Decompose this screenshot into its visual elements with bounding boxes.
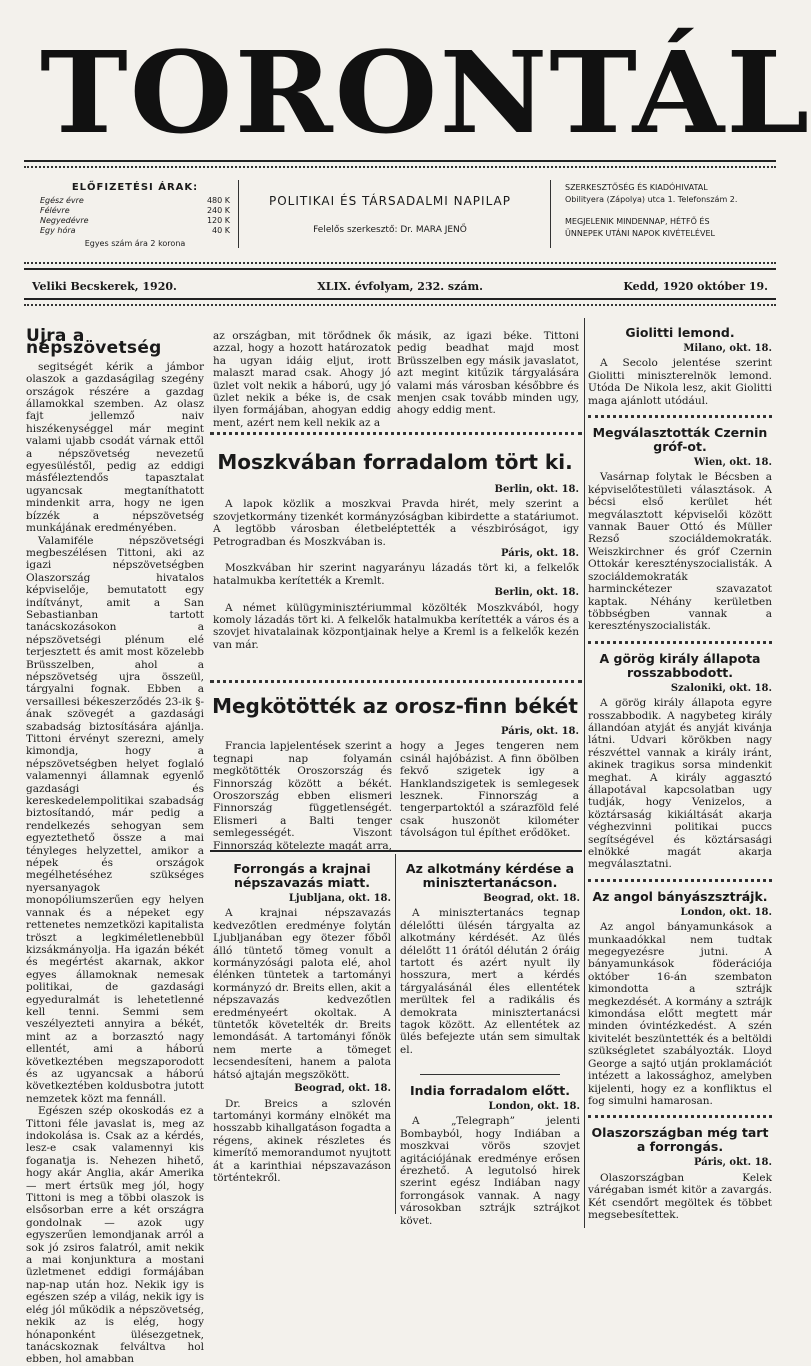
- article-paragraph: Dr. Breics a szlovén tartományi kormány elnökét ma hosszabb kihallgatáson fogadta a régens, akinek részletes és kimerítő memorandumot nyujtott át a karinthiai népszavazáson történtekről.: [213, 1097, 391, 1184]
- prices-title: ELŐFIZETÉSI ÁRAK:: [71, 182, 199, 193]
- dateline: [32, 280, 768, 293]
- editor-line: Felelős szerkesztő: Dr. MARA JENŐ: [313, 225, 467, 235]
- constitution-article: [400, 858, 580, 1068]
- header-divider: [550, 180, 551, 248]
- subscription-prices: [40, 182, 230, 249]
- article-paragraph: A „Telegraph” jelenti Bombayból, hogy Indiában a moszkvai vörös szovjet agitációjának eredménye erősen érezhető. A legutolsó hirek szerint egész Indiában nagy forrongások vannak. A nagy városokban sztrájk sztrájkot követ.: [400, 1115, 580, 1227]
- section-separator: [588, 1115, 772, 1118]
- dateline-place: Wien, okt. 18.: [693, 457, 772, 469]
- article-paragraph: A lapok közlik a moszkvai Pravda hirét, mely szerint a szovjetkormány tizenkét kormányzóságban kibirdette a statáriumot. A legtöbb városban életbeléptették a vészbiróságot, igy Petrogradban és Moszkvában is.: [213, 498, 579, 548]
- article-paragraph: A minisztertanács tegnap délelőtti ülésén tárgyalta az alkotmány kérdését. Az ülés délelőtt 11 órától délután 2 óráig tartott és azért nyult ily hosszura, mert a kérdés tárgyalásánál éles ellentétek merültek fel a radikális és demokrata minisztertanácsi tagok között. Az ellentétek az ülés befejezte után sem simultak el.: [400, 907, 580, 1056]
- article-paragraph: Moszkvában hir szerint nagyarányu lázadás tört ki, a felkelők hatalmukba kerítették a Kremlt.: [213, 562, 579, 587]
- dateline-rule: [24, 298, 776, 300]
- dateline-place: Beograd, okt. 18.: [294, 1083, 391, 1095]
- address-line: Obilityera (Zápolya) utca 1. Telefonszám 2.: [565, 195, 738, 204]
- moscow-headline: Moszkvában forradalom tört ki.: [217, 450, 573, 474]
- article-paragraph: az országban, mit törődnek ők azzal, hogy a hozott határozatok ha ugyan idáig eljut, irott malaszt marad csak. Ahogy jó üzlet volt nekik a háború, ugy jó üzlet nekik a béke is, de csak ilyen formájában, ahogyan eddig ment, azért nem kell nekik az a: [213, 330, 391, 429]
- dateline-issue: XLIX. évfolyam, 232. szám.: [317, 280, 483, 293]
- dateline-rule: [24, 304, 776, 306]
- peace-headline: Megkötötték az orosz-finn békét: [212, 694, 578, 718]
- price-row: Egész évre 480 K: [40, 196, 230, 205]
- dateline-place: Ljubljana, okt. 18.: [288, 893, 391, 904]
- article-headline: Olaszországban még tart a forrongás.: [591, 1125, 769, 1155]
- office-line: SZERKESZTŐSÉG ÉS KIADÓHIVATAL: [565, 183, 708, 192]
- paper-subtitle: POLITIKAI ÉS TÁRSADALMI NAPILAP: [268, 194, 511, 208]
- article-paragraph: A görög király állapota egyre rosszabbodik. A nagybeteg király állandóan atyját és anyját kivánja látni. Udvari körökben nagy részvéttel vannak a király iránt, akinek tragikus sorsa mindenkit meghat. A király aggasztó állapotával kapcsolatban ugy tudják, hogy Venizelos, a köztársaság kikiáltását akarja véghezvinni politikai puccs segítségével és köztársasági elnökké magát akarja megválasztatni.: [588, 697, 772, 871]
- dateline-rule: [24, 262, 776, 264]
- dateline-place: London, okt. 18.: [680, 906, 772, 918]
- article-paragraph: Egészen szép okoskodás ez a Tittoni féle javaslat is, meg az indokolása is. Csak az a kérdés, lesz-e csak valamennyi kis foganatja is. Nehezen hihető, hogy akár Anglia, akár Amerika — mert értsük meg jól, hogy Tittoni is meg a többi olaszok is elsősorban erre a két országra gondolnak — azok ugy egyszerűen lemondjanak arról a sok jó zsiros falatról, amit nekik a mai konjunktura a mostani üzletmenet eddigi formájában nap-nap után hoz. Nekik igy is egészen szép a világ, nekik igy is elég jól működik a népszövetség, nekik az is elég, hogy hónaponként ülésezgetnek, tanácskoznak felváltva hol ebben, hol amabban: [26, 1105, 204, 1366]
- header-center: [240, 182, 540, 236]
- article-paragraph: A német külügyminisztériummal közölték Moszkvából, hogy komoly lázadás tört ki. A felkelők hatalmukba kerítették a város és a szovjet hivatalainak központjainak helye a Kreml is a felkelők kezén van már.: [213, 601, 579, 651]
- dateline-date: Kedd, 1920 október 19.: [623, 280, 768, 293]
- right-column: [588, 322, 772, 1227]
- dateline-place: Páris, okt. 18.: [501, 548, 579, 560]
- schedule-line: ÜNNEPEK UTÁNI NAPOK KIVÉTELÉVEL: [565, 229, 715, 238]
- schedule-line: MEGJELENIK MINDENNAP, HÉTFŐ ÉS: [565, 217, 710, 226]
- article-paragraph: Vasárnap folytak le Bécsben a képviselőtestületi választások. A bécsi első kerület hét megválasztott képviselői között vannak Bauer Ottó és Müller Rezső szociáldemokraták. Weiszkirchner és gróf Czernin Ottokár keresztényszocialisták. A szociáldemokraták harminckétezer szavazatot kaptak. Néhány kerületben többségben vannak a keresztényszocialisták.: [588, 471, 772, 633]
- article-headline: Az alkotmány kérdése a minisztertanácson.: [405, 861, 575, 890]
- section-separator: [588, 641, 772, 644]
- section-separator: [588, 879, 772, 882]
- dateline-place: London, okt. 18.: [488, 1101, 580, 1112]
- section-separator: [210, 432, 582, 435]
- section-separator: [210, 680, 582, 683]
- price-row: Egy hóra 40 K: [40, 226, 230, 235]
- lead-article: [26, 326, 204, 1366]
- dateline-place: Berlin, okt. 18.: [494, 484, 579, 495]
- section-separator: [588, 415, 772, 418]
- article-headline: A görög király állapota rosszabbodott.: [599, 650, 761, 680]
- article-headline: Megválasztották Czernin gróf-ot.: [592, 425, 768, 455]
- dateline-rule: [24, 268, 776, 270]
- article-headline: Ujra a népszövetség: [26, 326, 162, 359]
- article-paragraph: másik, az igazi béke. Tittoni pedig beadhat majd most Brüsszelben egy másik javaslatot, azt megint kitűzik tárgyalására valami más városban későbbre és menjen csak tovább minden ugy, ahogy eddig ment.: [397, 330, 579, 417]
- dateline-place: Veliki Becskerek, 1920.: [32, 280, 177, 293]
- peace-article: [213, 726, 579, 852]
- lead-article-continuation: [213, 330, 391, 429]
- dateline-place: Páris, okt. 18.: [694, 1157, 772, 1169]
- lead-article-continuation: [397, 330, 579, 422]
- masthead-title: TORONTÁL: [40, 26, 811, 159]
- price-row: Félévre 240 K: [40, 206, 230, 215]
- article-headline: Az angol bányászsztrájk.: [592, 888, 768, 904]
- article-headline: Forrongás a krajnai népszavazás miatt.: [233, 861, 371, 890]
- article-paragraph: Az angol bányamunkások a munkaadókkal nem tudtak megegyezésre jutni. A bányamunkások föderációja október 16-án szembaton kimondotta a sztrájk megkezdését. A kormány a sztrájk kimondása előtt megtett már minden óvintézkedést. A szén kivitelét beszüntették és a beltöldi szükségletet szabályozták. Lloyd George a sajtó utján proklamációt intézett a lakossághoz, amelyben kijelenti, hogy ez a konfliktus el fog simulni hamarosan.: [588, 921, 772, 1107]
- column-divider: [395, 854, 396, 1214]
- top-rule: [24, 160, 776, 162]
- single-issue-price: Egyes szám ára 2 korona: [84, 239, 186, 248]
- article-body-two-col: [213, 740, 579, 852]
- article-paragraph: Olaszországban Kelek várégaban ismét kitör a zavargás. Két csendőrt megöltek és többet megsebesítettek.: [588, 1171, 772, 1221]
- article-paragraph: segitségét kérik a jámbor olaszok a gazdaságilag szegény országok részére a gazdag államokkal szemben. Az olasz fajt jellemző naiv hiszékenységgel már megint valami ujabb csodát várnak ettől a népszövetség nevezetű egyesüléstől, pedig az eddigi másféleztendős tapasztalat ugyancsak megtaníthatott mindenkit arra, hogy ne igen bízzék a népszövetség munkájának eredményében.: [26, 360, 204, 535]
- article-paragraph: Francia lapjelentések szerint a tegnapi nap folyamán megkötötték Oroszország és Finnország között a békét. Oroszország ebben elismeri Finnország függetlenségét. Elismeri a Balti tenger semlegességét. Viszont Finnország kötelezte magát arra, hogy a Jeges tengeren nem csinál hajóbázist. A finn öbölben fekvő szigetek igy a Hanklandszigetek is semlegesek lesznek. Finnország a tengerpartoktól a szárazföld felé csak huszonöt kilométer távolságon tul építhet erődöket.: [213, 740, 579, 852]
- india-article: [400, 1080, 580, 1230]
- article-paragraph: A krajnai népszavazás kedvezőtlen eredménye folytán Ljubljanában egy ötezer főből álló tüntető tömeg vonult a kormányzósági palota elé, ahol élénken tüntetek a tartományi kormányzó dr. Breits ellen, akit a népszavazás kedvezőtlen eredményeért okoltak. A tüntetők követelték dr. Breits lemondását. A tartományi főnök nem merte a tömeget lecsendesíteni, hanem a palota hátsó ajtaján megszökött.: [213, 907, 391, 1081]
- article-paragraph: Valamiféle népszövetségi megbeszélésen Tittoni, aki az igazi népszövetségben Olaszország hivatalos képviselője, bemutatott egy indítványt, amit a San Sebastianban tartott tanácskozásokon a népszövetségi plénum elé terjesztett és amit most közelebb Brüsszelben, ahol a népszövetség ujra összeül, tárgyalni fognak. Ebben a versaillesi békeszerződés 23-ik §-ának szövegét a gazdasági szabadság biztosítására ajánlja. Tittoni érvényt szerezni, amely kimondja, hogy a népszövetségben helyet foglaló valamennyi államnak egyenlő gazdasági és kereskedelempolitikai szabadság biztosítandó, már pedig a rendelkezés sehogyan sem egyeztethető össze a mai tényleges helyzettel, amikor a népek és országok megélhetéséhez szükséges nyersanyagok monopóliumszerűen egy helyen vannak és a népeket egy rettenetes nemzetközi kapitalista tröszt a legkiméletlenebbül kizsákmányolja. Ha igazán békét és megértést akarnak, akkor egyes államoknak nemesak politikai, de gazdasági egyeduralmát is lehetetlenné kell tenni. Semmi sem veszélyezteti annyira a békét, mint az a borzasztó nagy ellentét, ami a háború következtében megszaporodott és az ugyancsak a háború következtében koldusbotra jutott nemzetek közt ma fennáll.: [26, 534, 204, 1105]
- section-separator: [210, 850, 582, 852]
- article-headline: Giolitti lemond.: [625, 325, 735, 340]
- section-separator: [420, 1074, 560, 1075]
- krajna-article: [213, 858, 391, 1228]
- article-headline: India forradalom előtt.: [409, 1083, 571, 1098]
- price-row: Negyedévre 120 K: [40, 216, 230, 225]
- header-right: [565, 182, 765, 240]
- header-divider: [238, 180, 239, 248]
- column-divider: [584, 318, 585, 1228]
- article-paragraph: A Secolo jelentése szerint Giolitti miniszterelnök lemond. Utóda De Nikola lesz, akit Giolitti maga ajánlott utódául.: [588, 357, 772, 407]
- dateline-place: Milano, okt. 18.: [683, 343, 772, 354]
- dateline-place: Szaloniki, okt. 18.: [670, 682, 772, 694]
- moscow-article: [213, 484, 579, 674]
- dateline-place: Páris, okt. 18.: [501, 726, 579, 737]
- top-dotted-rule: [24, 166, 776, 168]
- dateline-place: Berlin, okt. 18.: [494, 587, 579, 599]
- dateline-place: Beograd, okt. 18.: [483, 893, 580, 904]
